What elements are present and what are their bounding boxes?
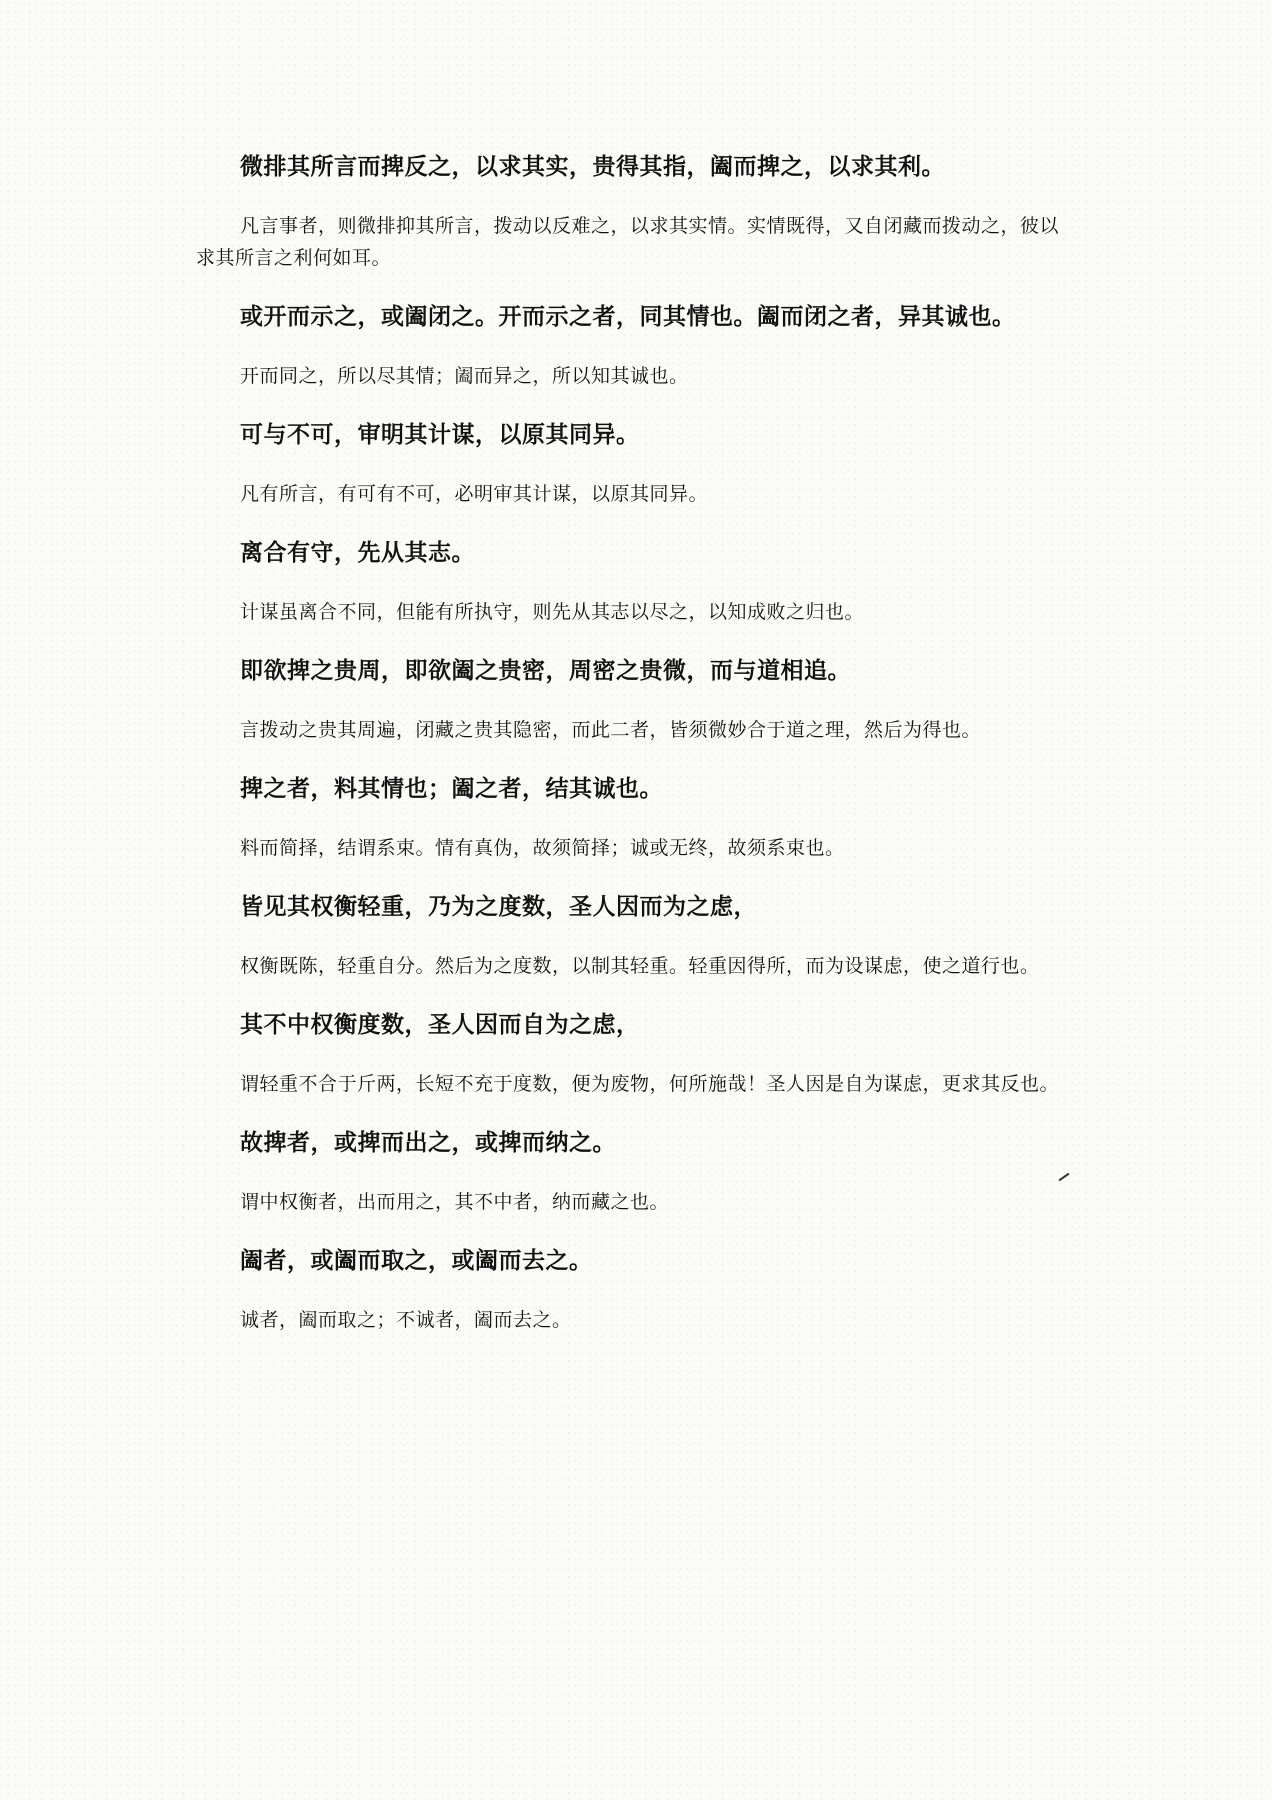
- commentary-paragraph: 开而同之，所以尽其情；阖而异之，所以知其诚也。: [240, 365, 689, 387]
- commentary-paragraph: 言拨动之贵其周遍，闭藏之贵其隐密，而此二者，皆须微妙合于道之理，然后为得也。: [240, 719, 982, 741]
- verse-paragraph: 捭之者，料其情也；阖之者，结其诚也。: [240, 776, 663, 802]
- verse-paragraph: 即欲捭之贵周，即欲阖之贵密，周密之贵微，而与道相追。: [240, 658, 851, 684]
- verse-paragraph: 离合有守，先从其志。: [240, 540, 475, 566]
- commentary-paragraph: 权衡既陈，轻重自分。然后为之度数，以制其轻重。轻重因得所，而为设谋虑，使之道行也。: [240, 955, 1040, 977]
- verse-paragraph: 其不中权衡度数，圣人因而自为之虑，: [240, 1012, 640, 1038]
- commentary-paragraph: 凡有所言，有可有不可，必明审其计谋，以原其同异。: [240, 483, 709, 505]
- commentary-paragraph: 谓轻重不合于斤两，长短不充于度数，便为废物，何所施哉！圣人因是自为谋虑，更求其反也。: [240, 1073, 1060, 1095]
- commentary-paragraph: 计谋虽离合不同，但能有所执守，则先从其志以尽之，以知成败之归也。: [240, 601, 865, 623]
- verse-paragraph: 可与不可，审明其计谋，以原其同异。: [240, 422, 640, 448]
- verse-paragraph: 微排其所言而捭反之，以求其实，贵得其指，阖而捭之，以求其利。: [240, 154, 945, 180]
- commentary-paragraph: 料而简择，结谓系束。情有真伪，故须简择；诚或无终，故须系束也。: [240, 837, 845, 859]
- commentary-paragraph: 凡言事者，则微排抑其所言，拨动以反难之，以求其实情。实情既得，又自闭藏而拨动之，彼以求其所言之利何如耳。: [196, 215, 1060, 269]
- verse-paragraph: 阖者，或阖而取之，或阖而去之。: [240, 1248, 593, 1274]
- verse-paragraph: 或开而示之，或阖闭之。开而示之者，同其情也。阖而闭之者，异其诚也。: [240, 304, 1016, 330]
- commentary-paragraph: 诚者，阖而取之；不诚者，阖而去之。: [240, 1309, 572, 1331]
- verse-paragraph: 皆见其权衡轻重，乃为之度数，圣人因而为之虑，: [240, 894, 757, 920]
- verse-paragraph: 故捭者，或捭而出之，或捭而纳之。: [240, 1130, 616, 1156]
- commentary-paragraph: 谓中权衡者，出而用之，其不中者，纳而藏之也。: [240, 1191, 670, 1213]
- page-body: [196, 150, 1072, 1362]
